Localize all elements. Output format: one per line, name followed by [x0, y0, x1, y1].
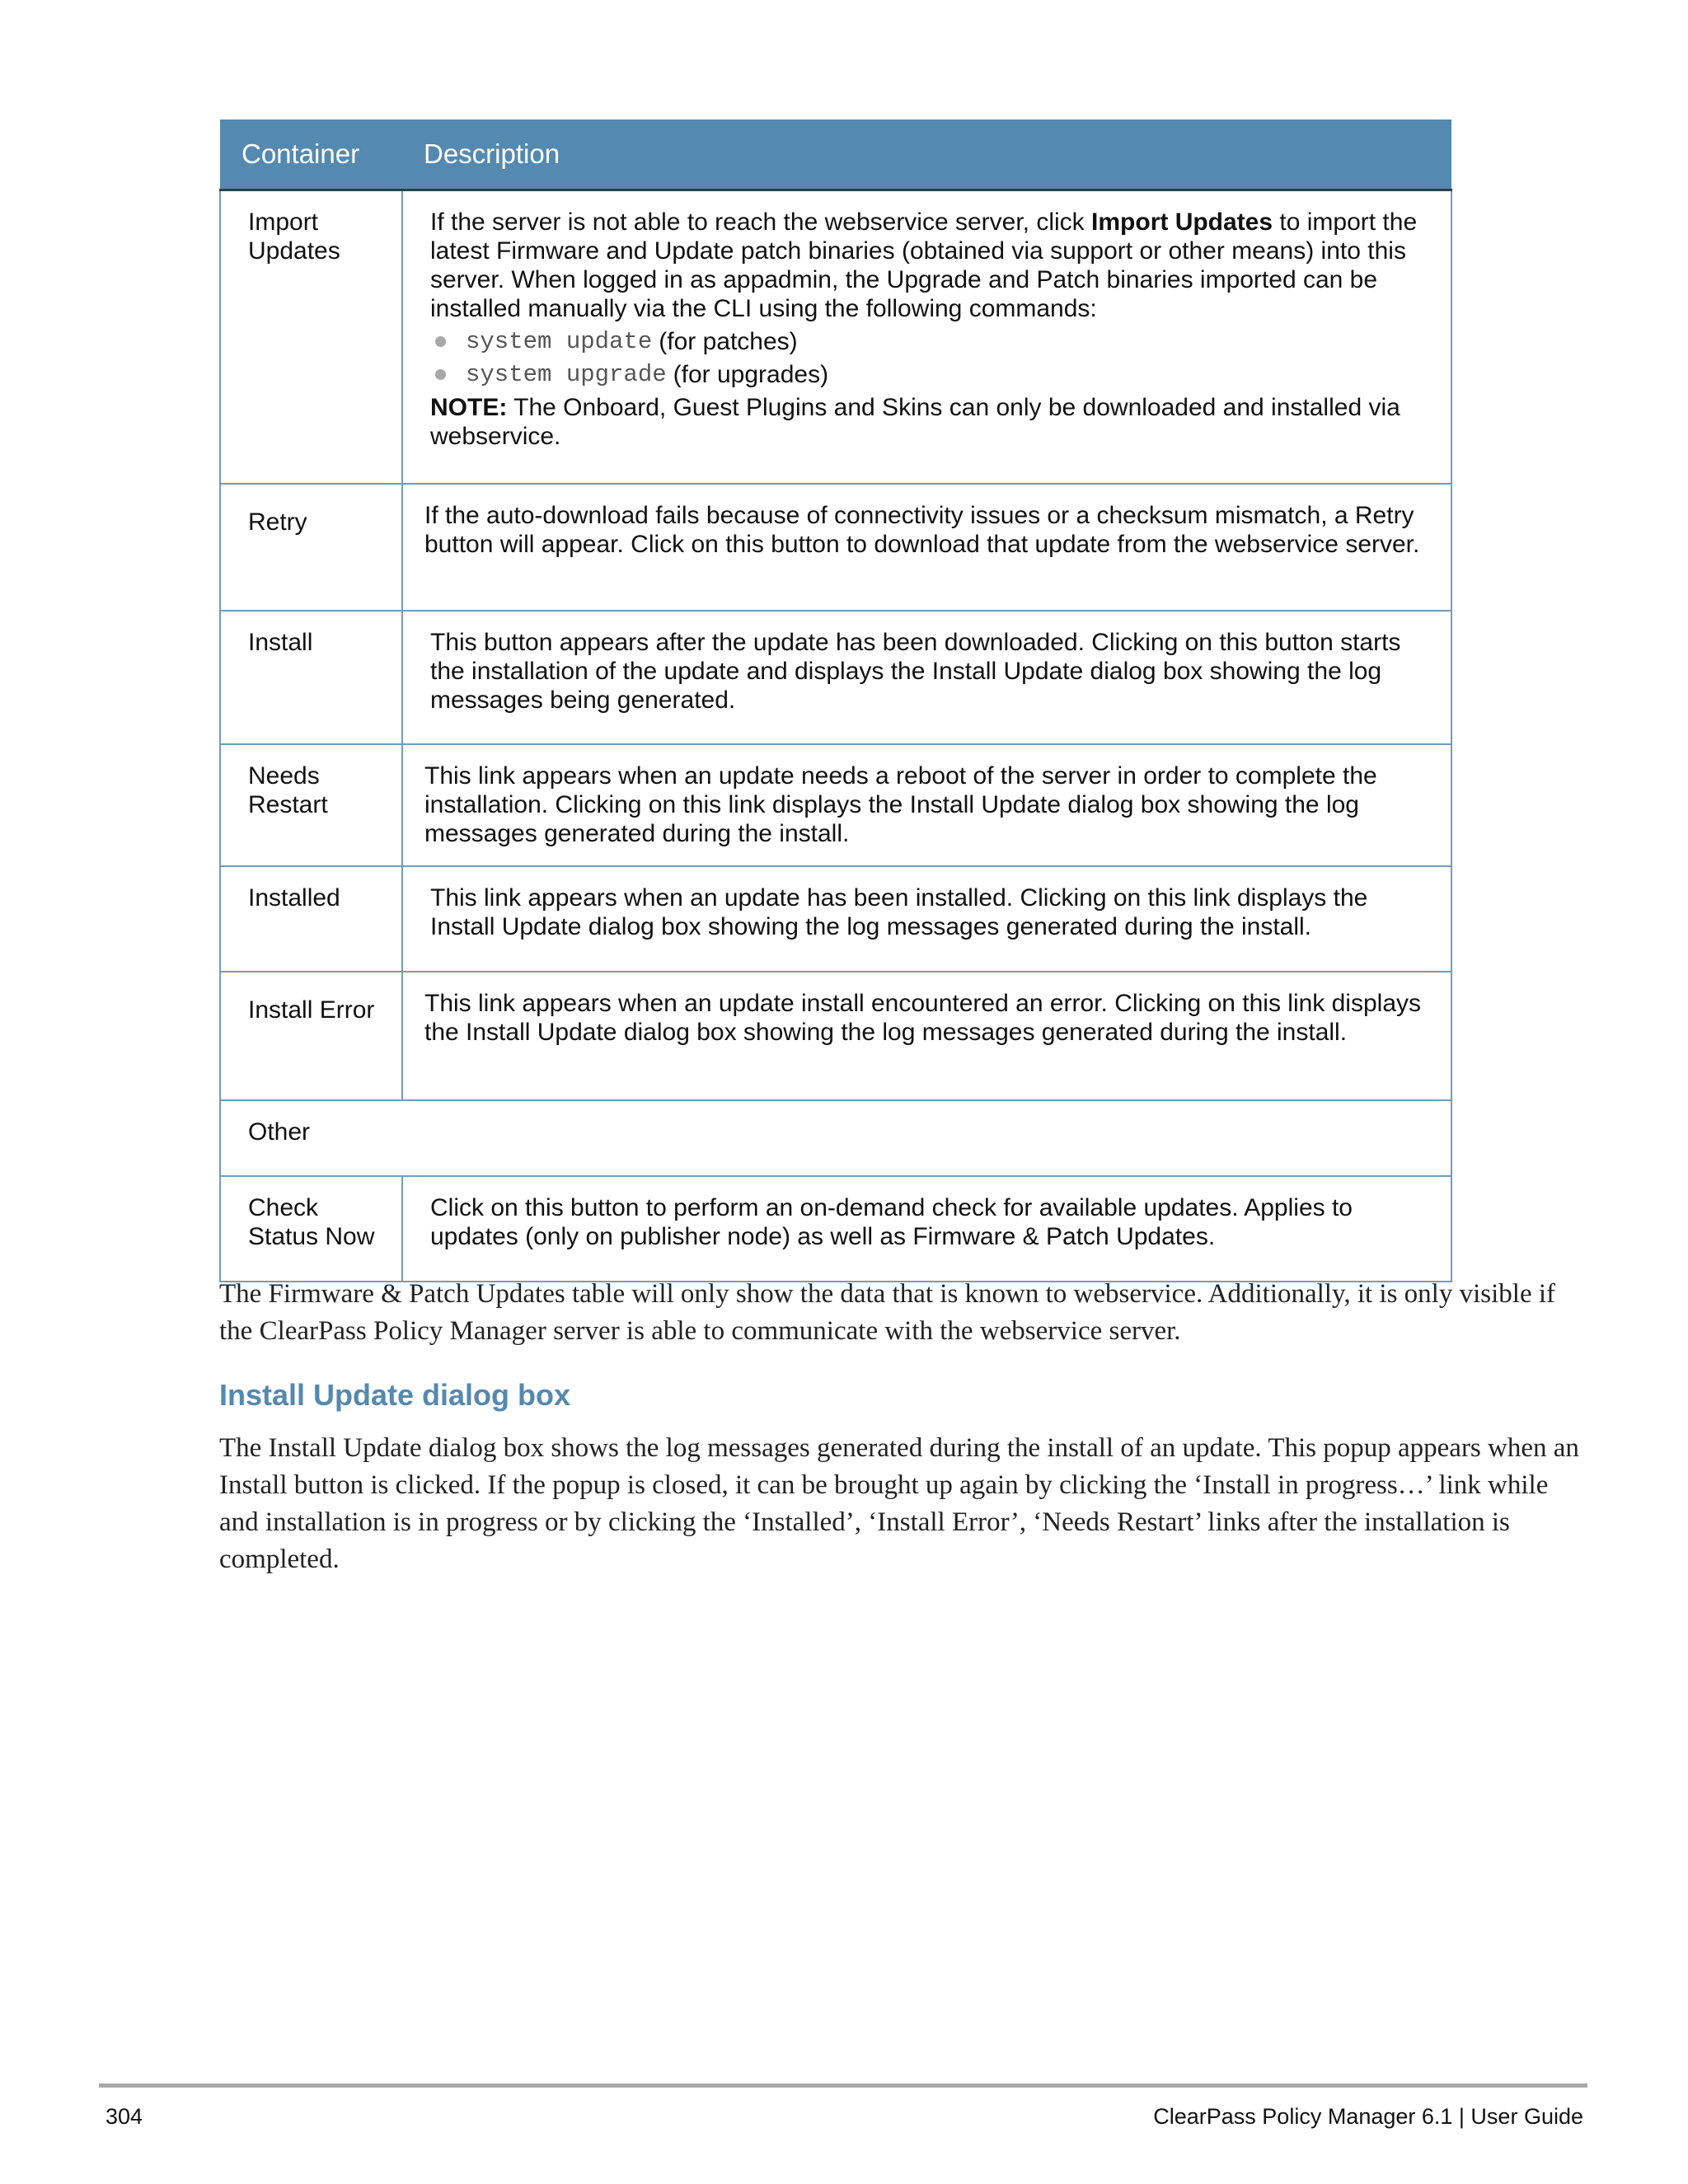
table-header-row [220, 120, 1451, 190]
row-name: Retry [220, 484, 402, 611]
table-section-row [220, 1100, 1451, 1176]
paragraph-install-dialog: The Install Update dialog box shows the log messages generated during the install of an update. This popup appears when an Install button is clicked. If the popup is closed, it can be brought up again by clicking the ‘Install in progress…’ link while and installation is in progress or by clicking the ‘Installed’, ‘Install Error’, ‘Needs Restart’ links after the installation is completed. [219, 1433, 1579, 1574]
footer-title: ClearPass Policy Manager 6.1 | User Guide [1153, 2104, 1583, 2129]
table-row [220, 611, 1451, 744]
list-item [430, 327, 1434, 356]
paragraph-firmware-table-note: The Firmware & Patch Updates table will only show the data that is known to webservice. Additionally, it is only visible if the ClearPass Policy Manager server is able to communicate with the webservice server. [219, 1279, 1555, 1346]
table-row [220, 1176, 1451, 1282]
desc-text: to import the latest Firmware and Update patch binaries (obtained via support or other means) into this server. When logged in as appadmin, the Upgrade and Patch binaries imported can be installed manually via the CLI using the following commands: [430, 209, 1418, 322]
row-description: This link appears when an update install encountered an error. Clicking on this link displays the Install Update dialog box showing the log messages generated during the install. [402, 972, 1451, 1100]
row-name: Check Status Now [220, 1176, 402, 1282]
table-row [220, 866, 1451, 972]
section-heading: Install Update dialog box [219, 1378, 571, 1412]
row-name: Needs Restart [220, 744, 402, 866]
desc-text: If the server is not able to reach the webservice server, click [430, 209, 1092, 236]
footer-divider [99, 2083, 1587, 2088]
header-description: Description [402, 120, 1451, 190]
note-text: The Onboard, Guest Plugins and Skins can only be downloaded and installed via webservice. [430, 394, 1400, 450]
row-description: Click on this button to perform an on-demand check for available updates. Applies to updates (only on publisher node) as well as Firmware & Patch Updates. [402, 1176, 1451, 1282]
row-name: Install Error [220, 972, 402, 1100]
row-description: This link appears when an update has been installed. Clicking on this link displays the Install Update dialog box showing the log messages generated during the install. [402, 866, 1451, 972]
table-row [220, 190, 1451, 485]
import-updates-bold: Import Updates [1091, 209, 1273, 236]
cli-command: system upgrade [466, 361, 667, 388]
table-row [220, 744, 1451, 866]
containers-table [219, 120, 1452, 1282]
row-description: This button appears after the update has been downloaded. Clicking on this button starts the installation of the update and displays the Install Update dialog box showing the log messages being generated. [402, 611, 1451, 744]
row-description: If the auto-download fails because of connectivity issues or a checksum mismatch, a Retry button will appear. Click on this button to download that update from the webservice server. [402, 484, 1451, 611]
note-label: NOTE: [430, 394, 508, 421]
cli-command: system update [466, 328, 653, 355]
header-container: Container [220, 120, 402, 190]
row-description [402, 190, 1451, 485]
row-description: This link appears when an update needs a reboot of the server in order to complete the installation. Clicking on this link displays the Install Update dialog box showing the log messages generated during the install. [402, 744, 1451, 866]
row-name: Installed [220, 866, 402, 972]
table-row [220, 484, 1451, 611]
cli-command-note: (for upgrades) [673, 361, 829, 388]
import-updates-desc [430, 208, 1434, 323]
bullet-icon [435, 369, 446, 380]
page-number: 304 [106, 2104, 143, 2129]
list-item [430, 360, 1434, 389]
note [430, 393, 1434, 451]
row-name: Import Updates [220, 190, 402, 485]
table-row [220, 972, 1451, 1100]
row-name: Install [220, 611, 402, 744]
cli-command-note: (for patches) [659, 328, 798, 355]
bullet-icon [435, 336, 446, 347]
section-other: Other [220, 1100, 1451, 1176]
